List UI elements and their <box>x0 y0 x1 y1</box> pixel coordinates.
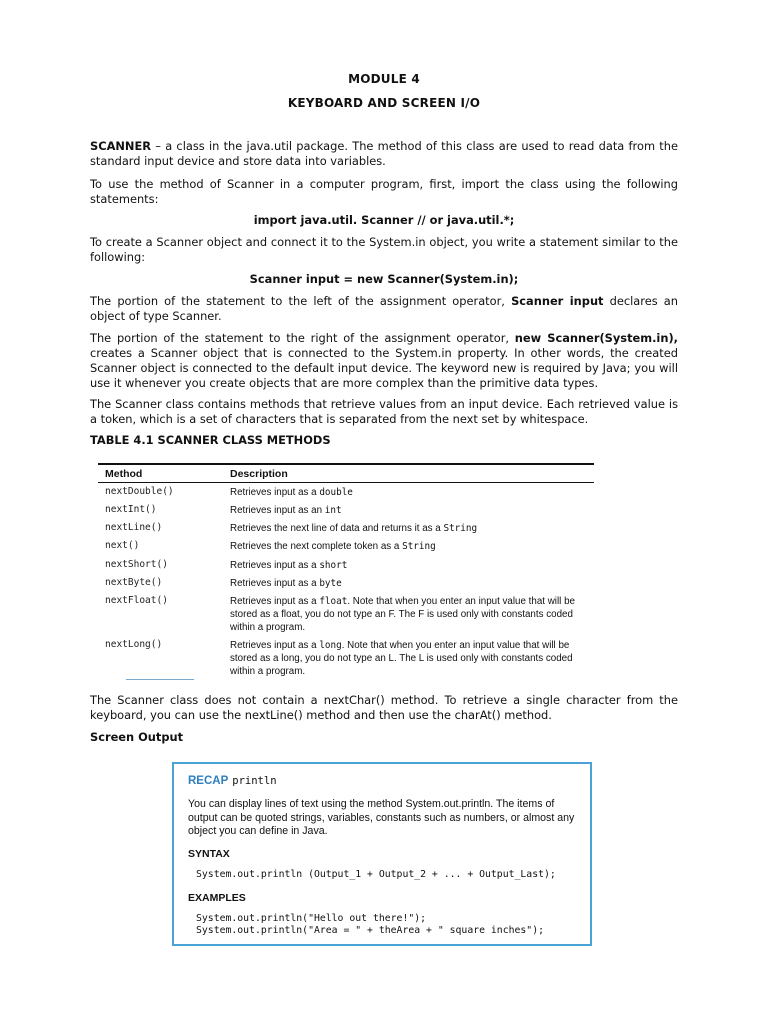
table-header-rule <box>98 482 594 483</box>
method-description: Retrieves input as a float. Note that when you enter an input value that will be stored as a float, you do not type an F. The F is used only with constants coded within a program. <box>230 596 575 633</box>
recap-syntax-code: System.out.println (Output_1 + Output_2 + ... + Output_Last); <box>196 869 556 880</box>
screen-output-heading: Screen Output <box>90 730 184 744</box>
method-description: Retrieves input as a short <box>230 560 348 571</box>
method-description: Retrieves input as an int <box>230 505 342 516</box>
scanner-definition-text: – a class in the java.util package. The method of this class are used to read data from the standard input device and store data into variables. <box>90 139 678 168</box>
paragraph-create-scanner: To create a Scanner object and connect it to the System.in object, you write a statement similar to the following: <box>90 235 678 264</box>
method-name: nextLong() <box>105 639 163 650</box>
method-name: nextByte() <box>105 577 163 588</box>
import-statement: import java.util. Scanner // or java.util.*; <box>253 213 515 227</box>
recap-example-1: System.out.println("Hello out there!"); <box>196 913 427 924</box>
recap-keyword: RECAP <box>188 775 229 787</box>
recap-examples-label: EXAMPLES <box>188 892 246 904</box>
paragraph-left-bold: Scanner input <box>511 294 604 308</box>
method-name: nextShort() <box>105 559 168 570</box>
paragraph-left-text: The portion of the statement to the left of the assignment operator, <box>90 294 512 308</box>
paragraph-scanner-methods: The Scanner class contains methods that retrieve values from an input device. Each retrieved value is a token, which is a set of characters that is separated from the next set by whitespace. <box>90 397 678 426</box>
recap-title <box>188 775 277 787</box>
paragraph-right-rest: creates a Scanner object that is connected to the System.in property. In other words, the created Scanner object is connected to the default input device. The keyword new is required by Java; you will use it whenever you create objects that are more complex than the primitive data types. <box>90 346 678 390</box>
recap-example-2: System.out.println("Area = " + theArea + " square inches"); <box>196 925 544 936</box>
table-top-rule <box>98 463 594 465</box>
method-description: Retrieves the next line of data and returns it as a String <box>230 523 478 534</box>
method-name: nextInt() <box>105 504 157 515</box>
paragraph-right-side <box>90 331 678 391</box>
method-description: Retrieves the next complete token as a String <box>230 541 436 552</box>
paragraph-left-rest: declares an object of type Scanner. <box>90 294 679 323</box>
method-description: Retrieves input as a double <box>230 487 353 498</box>
paragraph-left-side <box>90 294 678 324</box>
paragraph-right-text: The portion of the statement to the right of the assignment operator, <box>90 331 515 345</box>
recap-box <box>172 762 592 946</box>
scanner-statement: Scanner input = new Scanner(System.in); <box>249 272 519 286</box>
recap-syntax-label: SYNTAX <box>188 848 230 860</box>
method-description: Retrieves input as a byte <box>230 578 342 589</box>
scanner-term: SCANNER <box>90 139 151 153</box>
column-header-description: Description <box>230 468 288 480</box>
method-name: next() <box>105 540 140 551</box>
paragraph-use-scanner: To use the method of Scanner in a computer program, first, import the class using the following statements: <box>90 177 678 206</box>
paragraph-nextchar: The Scanner class does not contain a nextChar() method. To retrieve a single character from the keyboard, you can use the nextLine() method and then use the charAt() method. <box>90 693 678 722</box>
module-title: MODULE 4 <box>348 72 420 86</box>
table-heading: TABLE 4.1 SCANNER CLASS METHODS <box>90 433 331 447</box>
table-underline-mark <box>126 679 194 680</box>
module-subtitle: KEYBOARD AND SCREEN I/O <box>287 96 481 110</box>
recap-method: println <box>232 775 277 787</box>
method-name: nextFloat() <box>105 595 168 606</box>
method-name: nextLine() <box>105 522 163 533</box>
scanner-definition <box>90 139 678 169</box>
method-description: Retrieves input as a long. Note that when you enter an input value that will be stored as a long, you do not type an L. The L is used only with constants coded within a program. <box>230 640 573 677</box>
recap-description: You can display lines of text using the method System.out.println. The items of output can be quoted strings, variables, constants such as numbers, or almost any object you can define in Java. <box>188 798 575 837</box>
column-header-method: Method <box>105 468 143 480</box>
method-name: nextDouble() <box>105 486 174 497</box>
paragraph-right-bold: new Scanner(System.in), <box>514 331 678 345</box>
